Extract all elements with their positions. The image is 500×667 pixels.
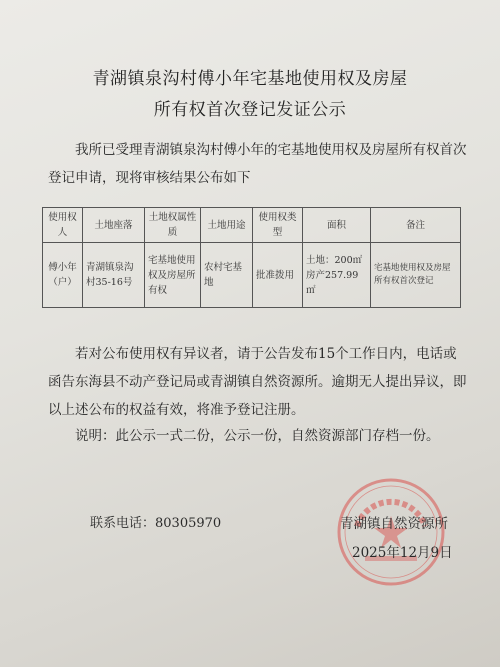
cell-area (303, 243, 371, 308)
intro-paragraph: 我所已受理青湖镇泉沟村傅小年的宅基地使用权及房屋所有权首次登记申请，现将审核结果公布如下 (48, 142, 467, 186)
objection-paragraph: 若对公布使用权有异议者，请于公告发布15个工作日内，电话或函告东海县不动产登记局或青湖镇自然资源所。逾期无人提出异议，即以上述公布的权益有效，将准予登记注册。 (48, 346, 467, 418)
cell-nature: 宅基地使用权及房屋所有权 (145, 243, 201, 308)
header-owner: 使用权人 (43, 208, 83, 243)
header-area: 面积 (303, 208, 371, 243)
issue-date: 2025年12月9日 (352, 545, 453, 561)
issuing-organization: 青湖镇自然资源所 (340, 516, 448, 532)
table-row (43, 243, 461, 308)
cell-owner: 傅小年（户） (43, 243, 83, 308)
header-usage: 土地用途 (201, 208, 253, 243)
header-location: 土地座落 (83, 208, 145, 243)
title-line-2: 所有权首次登记发证公示 (153, 100, 347, 120)
cell-location: 青湖镇泉沟村35-16号 (83, 243, 145, 308)
table-header-row (43, 208, 461, 243)
note-paragraph: 说明：此公示一式二份，公示一份，自然资源部门存档一份。 (75, 428, 440, 444)
header-right-type: 使用权类型 (253, 208, 303, 243)
contact-phone: 联系电话：80305970 (90, 516, 222, 531)
header-remark: 备注 (371, 208, 461, 243)
header-nature: 土地权属性质 (145, 208, 201, 243)
official-seal-icon (335, 476, 447, 588)
title-line-1: 青湖镇泉沟村傅小年宅基地使用权及房屋 (92, 69, 408, 89)
cell-right-type: 批准拨用 (253, 243, 303, 308)
cell-area-land: 土地：200㎡ (306, 254, 363, 266)
cell-remark: 宅基地使用权及房屋所有权首次登记 (371, 243, 461, 308)
cell-usage: 农村宅基地 (201, 243, 253, 308)
registration-table (42, 207, 461, 308)
cell-area-house: 房产257.99㎡ (306, 269, 359, 296)
